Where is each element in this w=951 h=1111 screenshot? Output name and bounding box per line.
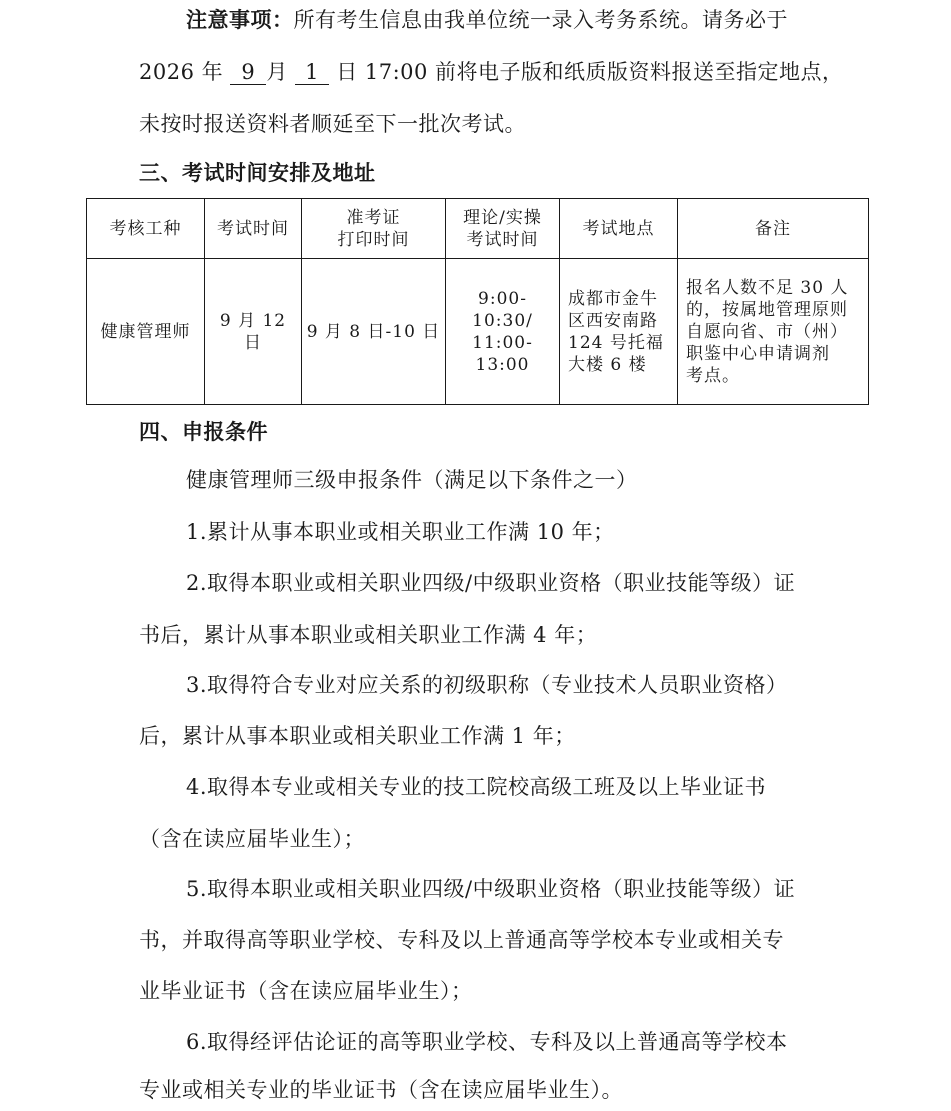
- table-row: [87, 259, 869, 405]
- cell-location: [560, 259, 678, 405]
- notice-line-1: [186, 6, 866, 34]
- conditions-intro: 健康管理师三级申报条件（满足以下条件之一）: [186, 468, 638, 492]
- header-remark: 备注: [678, 199, 869, 259]
- cell-location-line-1: 成都市金牛: [568, 288, 658, 309]
- condition-3-line-1: 3.取得符合专业对应关系的初级职称（专业技术人员职业资格）: [186, 673, 788, 697]
- cell-location-line-2: 区西安南路: [568, 310, 658, 331]
- notice-month-blank: 9: [230, 60, 266, 85]
- cell-theory-line-2: 11:00-13:00: [472, 332, 533, 375]
- cell-remark-line-1: 报名人数不足 30 人: [686, 277, 849, 298]
- notice-line-2: [139, 58, 844, 86]
- table-header-row: [87, 199, 869, 259]
- condition-2-line-2: 书后，累计从事本职业或相关职业工作满 4 年；: [139, 623, 598, 647]
- notice-text-1: 所有考生信息由我单位统一录入考务系统。请务必于: [293, 8, 788, 32]
- header-print-line-2: 打印时间: [337, 229, 410, 250]
- condition-5-line-1: 5.取得本职业或相关职业四级/中级职业资格（职业技能等级）证: [186, 877, 796, 901]
- notice-label: 注意事项：: [186, 8, 294, 32]
- section-3-title: 三、考试时间安排及地址: [139, 161, 376, 185]
- notice-day-text: 日 17:00 前将电子版和纸质版资料报送至指定地点，: [336, 60, 844, 84]
- condition-4-line-1: 4.取得本专业或相关专业的技工院校高级工班及以上毕业证书: [186, 775, 767, 799]
- header-exam-time: 考试时间: [205, 199, 302, 259]
- cell-remark-line-5: 考点。: [686, 365, 740, 386]
- header-print-line-1: 准考证: [346, 207, 401, 228]
- cell-location-line-4: 大楼 6 楼: [568, 354, 647, 375]
- header-theory-line-2: 考试时间: [466, 229, 539, 250]
- header-theory-time: [446, 199, 560, 259]
- cell-theory-line-1: 9:00-10:30/: [472, 288, 533, 331]
- cell-print-time: 9 月 8 日-10 日: [302, 259, 446, 405]
- condition-6-line-1: 6.取得经评估论证的高等职业学校、专科及以上普通高等学校本: [186, 1030, 788, 1054]
- condition-3-line-2: 后，累计从事本职业或相关职业工作满 1 年；: [139, 724, 576, 748]
- condition-2-line-1: 2.取得本职业或相关职业四级/中级职业资格（职业技能等级）证: [186, 571, 796, 595]
- notice-line-3: 未按时报送资料者顺延至下一批次考试。: [139, 112, 526, 136]
- cell-exam-time: 9 月 12 日: [205, 259, 302, 405]
- cell-remark: [678, 259, 869, 405]
- cell-type: 健康管理师: [87, 259, 205, 405]
- condition-1: 1.累计从事本职业或相关职业工作满 10 年；: [186, 520, 615, 544]
- notice-day-blank: 1: [295, 60, 329, 85]
- condition-5-line-3: 业毕业证书（含在读应届毕业生）；: [139, 979, 473, 1003]
- exam-schedule-table: [86, 198, 869, 405]
- cell-location-line-3: 124 号托福: [568, 332, 664, 353]
- header-theory-line-1: 理论/实操: [463, 207, 542, 228]
- cell-remark-line-2: 的，按属地管理原则: [686, 299, 848, 320]
- condition-5-line-2: 书，并取得高等职业学校、专科及以上普通高等学校本专业或相关专: [139, 928, 784, 952]
- header-type: 考核工种: [87, 199, 205, 259]
- header-print-time: [302, 199, 446, 259]
- header-location: 考试地点: [560, 199, 678, 259]
- notice-month-unit: 月: [266, 60, 288, 84]
- notice-year: 2026 年: [139, 60, 224, 84]
- condition-4-line-2: （含在读应届毕业生）；: [139, 827, 365, 851]
- cell-theory-time: [446, 259, 560, 405]
- cell-remark-line-3: 自愿向省、市（州）: [686, 321, 848, 342]
- cell-remark-line-4: 职鉴中心申请调剂: [686, 343, 830, 364]
- condition-6-line-2: 专业或相关专业的毕业证书（含在读应届毕业生）。: [139, 1078, 623, 1102]
- section-4-title: 四、申报条件: [139, 420, 268, 444]
